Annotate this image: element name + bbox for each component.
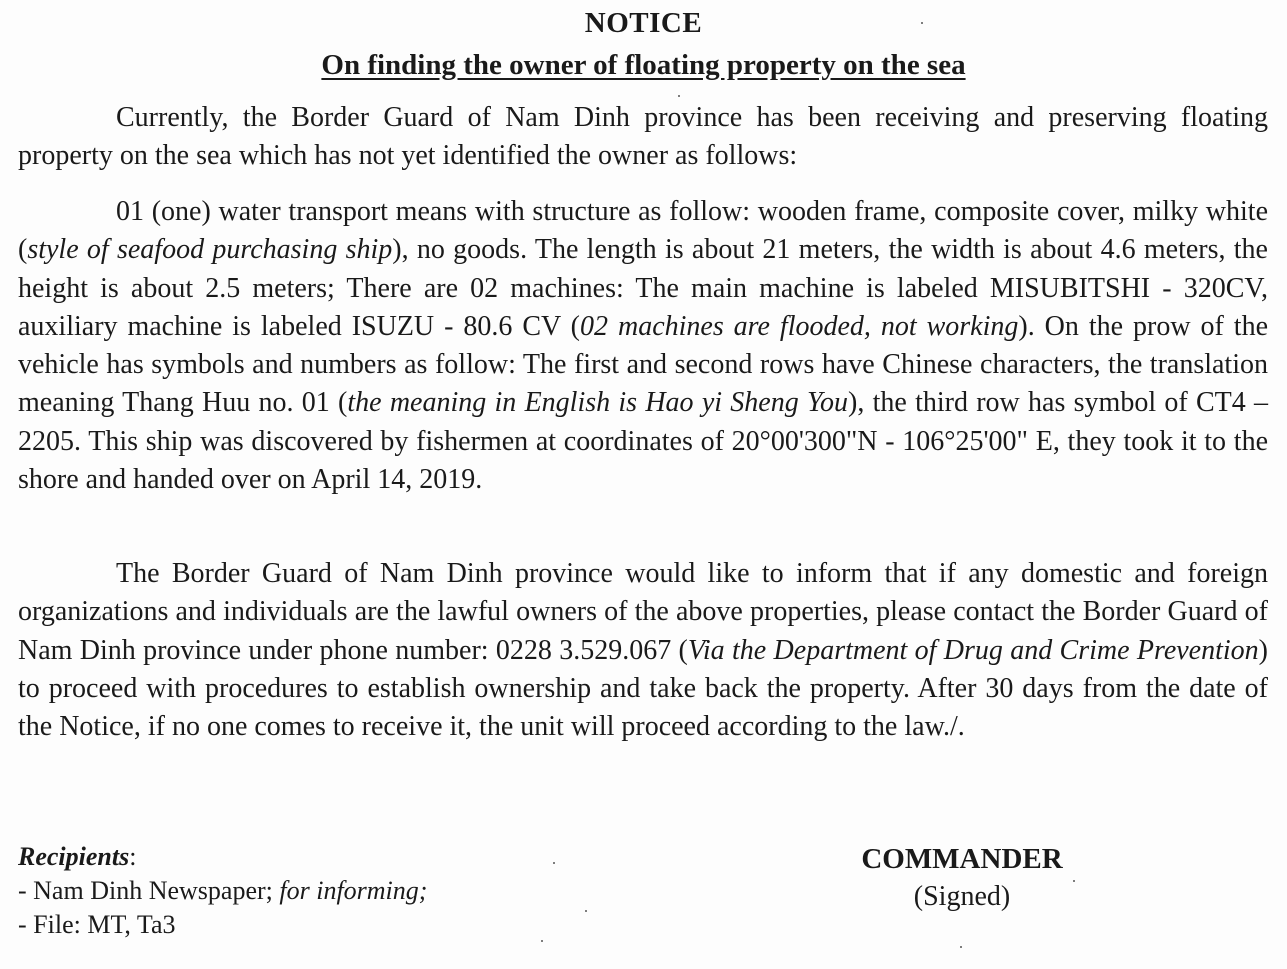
paragraph-property-text-3: ). On the prow of the vehicle has symbols and numbers as follow: The first and second rows have Chinese characters, the translation meaning Thang Huu no. 01 (	[18, 310, 1269, 419]
paragraph-property-italic-2: 02 machines are flooded, not working	[580, 310, 1019, 342]
scan-speck	[921, 22, 923, 24]
recipient-item	[18, 874, 427, 908]
paragraph-intro-text: Currently, the Border Guard of Nam Dinh province has been receiving and preserving floating property on the sea which has not yet identified the owner as follows:	[18, 102, 1268, 172]
paragraph-contact-italic-1: Via the Department of Drug and Crime Prevention	[687, 634, 1259, 666]
scan-speck	[1073, 880, 1075, 882]
notice-subtitle-text: On finding the owner of floating property on the sea	[321, 49, 966, 81]
scan-speck	[553, 862, 555, 864]
recipient-item	[18, 908, 427, 942]
paragraph-property-italic-3: the meaning in English is Hao yi Sheng You	[347, 387, 849, 419]
scan-speck	[541, 940, 543, 942]
signature-title: COMMANDER	[861, 843, 1063, 875]
recipient-item-text: - File: MT, Ta3	[18, 910, 176, 939]
paragraph-property-text-4: ), the third row has symbol of CT4 – 2205. This ship was discovered by fishermen at coordinates of 20°00'300"N - 106°25'00" E, they took it to the shore and handed over on April 14, 2019.	[18, 387, 1269, 496]
paragraph-property-text-2: ), no goods. The length is about 21 meters, the width is about 4.6 meters, the height is about 2.5 meters; There are 02 machines: The main machine is labeled MISUBITSHI - 320CV, auxiliary machine is labeled ISUZU - 80.6 CV (	[18, 234, 1268, 342]
recipient-item-text: - Nam Dinh Newspaper;	[18, 876, 280, 905]
paragraph-property-text-1: 01 (one) water transport means with structure as follow: wooden frame, composite cover, milky white (	[18, 196, 1268, 266]
paragraph-contact-text-1: The Border Guard of Nam Dinh province would like to inform that if any domestic and foreign organizations and individuals are the lawful owners of the above properties, please contact the Border Guard of Nam Dinh province under phone number: 0228 3.529.067 (	[18, 558, 1268, 666]
scan-speck	[585, 910, 587, 912]
notice-title: NOTICE	[584, 7, 703, 39]
recipient-item-italic: for informing;	[279, 876, 428, 905]
scan-speck	[678, 95, 680, 97]
notice-subtitle	[0, 46, 1287, 84]
paragraph-intro	[18, 99, 1268, 176]
paragraph-contact-text-2: ) to proceed with procedures to establish ownership and take back the property. After 30 days from the date of the Notice, if no one comes to receive it, the unit will proceed according to the law./.	[18, 634, 1268, 743]
paragraph-contact-information	[18, 555, 1268, 746]
recipients-title-colon: :	[129, 842, 137, 871]
signature-block	[842, 840, 1082, 916]
recipients-heading	[18, 840, 427, 874]
paragraph-property-description	[18, 193, 1268, 499]
recipients-title: Recipients	[18, 842, 130, 871]
scan-speck	[960, 946, 962, 948]
paragraph-property-italic-1: style of seafood purchasing ship	[27, 234, 393, 266]
recipients-block	[18, 840, 427, 942]
signature-status: (Signed)	[913, 881, 1011, 912]
